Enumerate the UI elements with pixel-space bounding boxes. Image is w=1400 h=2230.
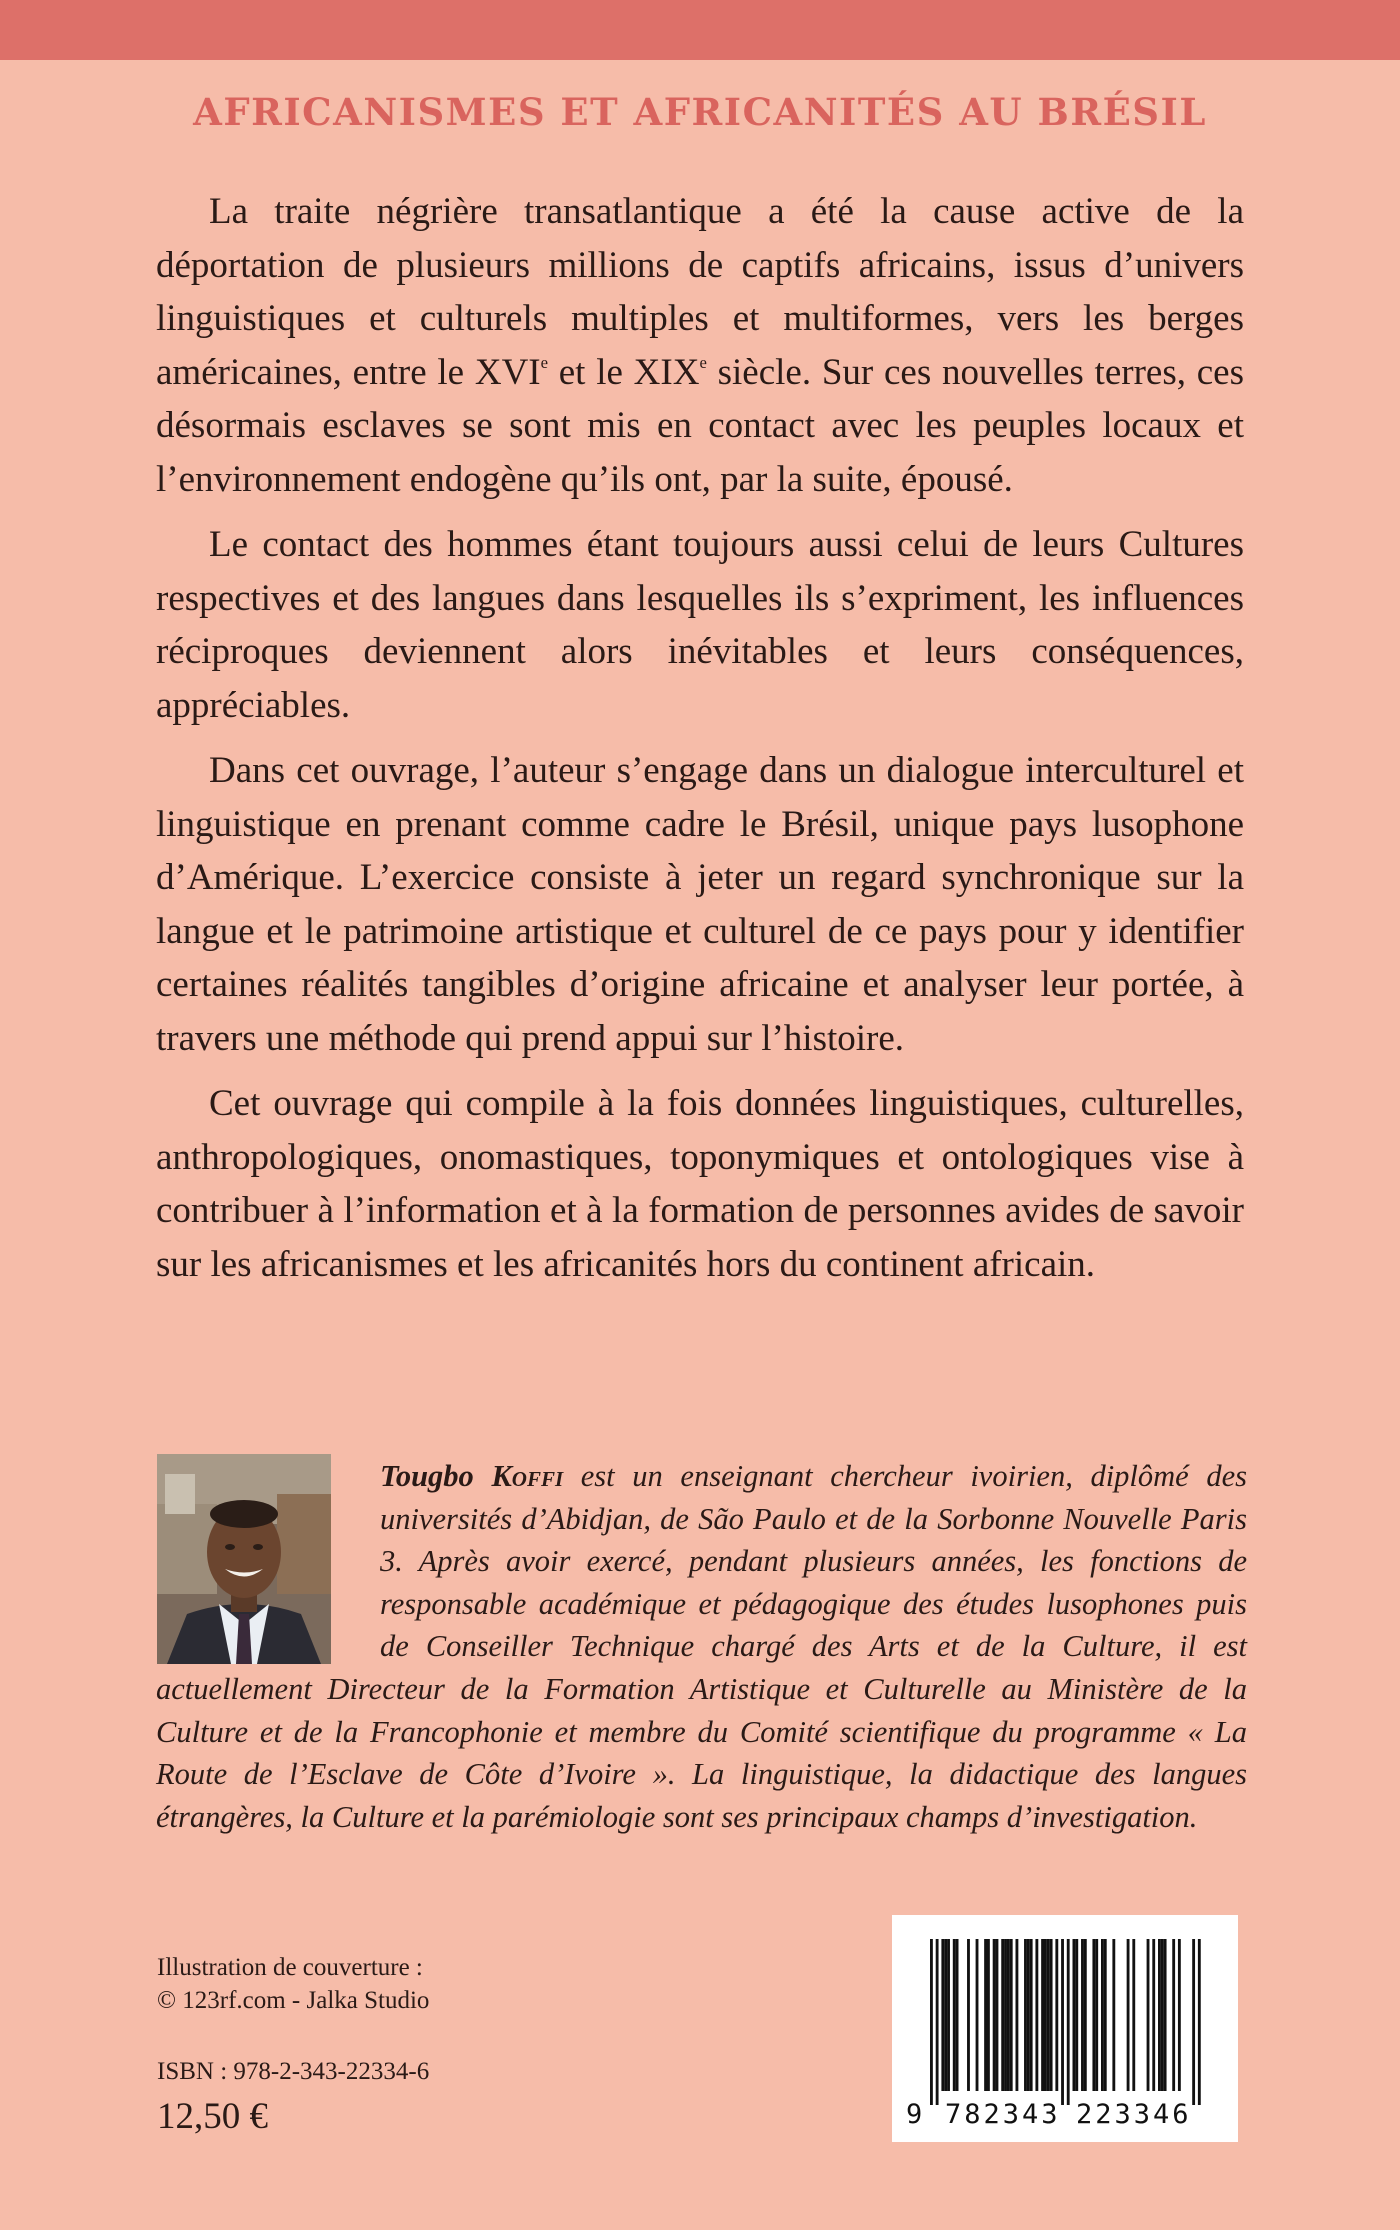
barcode-bar (1055, 1939, 1058, 2091)
cover-credits (157, 1951, 429, 2017)
barcode-bar (1030, 1939, 1033, 2091)
summary-paragraph-4: Cet ouvrage qui compile à la fois données linguistiques, culturelles, anthropologiques, onomastiques, toponymiques et ontologiques vise à contribuer à l’information et à la formation de personnes avides de savoir sur les africanismes et les africanités hors du continent africain. (156, 1083, 1244, 1285)
barcode-bar (956, 1939, 959, 2091)
barcode-bar (1061, 1939, 1064, 2105)
barcode-bar (930, 1939, 933, 2105)
barcode-bar (1067, 1939, 1070, 2105)
author-name: Tougbo Koffi (380, 1459, 564, 1493)
barcode-bar (1041, 1939, 1044, 2091)
barcode-digit-first: 9 (906, 2099, 923, 2130)
barcode-bar (976, 1939, 979, 2091)
barcode-bar (1101, 1939, 1104, 2091)
barcode-bar (944, 1939, 947, 2091)
barcode-bar (1147, 1939, 1150, 2091)
barcode-bar (1198, 1939, 1201, 2105)
barcode-bar (1047, 1939, 1050, 2091)
barcode-bar (1164, 1939, 1167, 2091)
top-color-band (0, 0, 1400, 60)
credits-line-1: Illustration de couverture : (157, 1954, 423, 1981)
barcode-bar (1075, 1939, 1078, 2091)
barcode-bar (996, 1939, 999, 2091)
barcode-bar (1127, 1939, 1130, 2091)
barcode-bar (967, 1939, 970, 2091)
barcode-bar (1081, 1939, 1084, 2091)
barcode-bar (1172, 1939, 1175, 2091)
barcode-bars (930, 1939, 1201, 2105)
barcode-bar (1050, 1939, 1053, 2091)
barcode-bar (1010, 1939, 1013, 2091)
barcode-bar (947, 1939, 950, 2091)
barcode-bar (1161, 1939, 1164, 2091)
barcode-digits-left: 782343 (945, 2099, 1061, 2130)
barcode-bar (941, 1939, 944, 2091)
barcode (892, 1915, 1238, 2142)
barcode-bar (1035, 1939, 1038, 2091)
barcode-bar (984, 1939, 987, 2091)
book-title: AFRICANISMES ET AFRICANITÉS AU BRÉSIL (193, 90, 1207, 134)
barcode-bar (1152, 1939, 1155, 2091)
barcode-bar (936, 1939, 939, 2105)
barcode-bar (1092, 1939, 1095, 2091)
barcode-bar (1132, 1939, 1135, 2091)
barcode-bar (1027, 1939, 1030, 2091)
barcode-bar (1084, 1939, 1087, 2091)
barcode-digits-right: 223346 (1076, 2099, 1192, 2130)
barcode-bar (987, 1939, 990, 2091)
summary-paragraph-3: Dans cet ouvrage, l’auteur s’engage dans un dialogue interculturel et linguistique en prenant comme cadre le Brésil, unique pays lusophone d’Amérique. L’exercice consiste à jeter un regard synchronique sur la langue et le patrimoine artistique et culturel de ce pays pour y identifier certaines réalités tangibles d’origine africaine et analyser leur portée, à travers une méthode qui prend appui sur l’histoire. (156, 750, 1244, 1059)
barcode-bar (1024, 1939, 1027, 2091)
price: 12,50 € (157, 2096, 268, 2137)
barcode-bar (1095, 1939, 1098, 2091)
barcode-bar (953, 1939, 956, 2091)
barcode-bar (1044, 1939, 1047, 2091)
barcode-bar (1016, 1939, 1019, 2091)
barcode-bar (1001, 1939, 1004, 2091)
isbn: ISBN : 978-2-343-22334-6 (157, 2058, 430, 2085)
barcode-bar (1112, 1939, 1115, 2091)
barcode-bar (1004, 1939, 1007, 2091)
barcode-bar (1104, 1939, 1107, 2091)
barcode-bar (1178, 1939, 1181, 2091)
summary-paragraph-2: Le contact des hommes étant toujours aussi celui de leurs Cultures respectives et des langues dans lesquelles ils s’expriment, les influences réciproques deviennent alors inévitables et leurs conséquences, appréciables. (156, 524, 1244, 726)
author-biography (156, 1455, 1247, 1838)
barcode-bar (1073, 1939, 1076, 2091)
credits-line-2: © 123rf.com - Jalka Studio (157, 1987, 430, 2014)
barcode-bar (1158, 1939, 1161, 2091)
barcode-bar (993, 1939, 996, 2091)
author-bio-text: est un enseignant chercheur ivoirien, diplômé des universités d’Abidjan, de São Paulo et de la Sorbonne Nouvelle Paris 3. Après avoir exercé, pendant plusieurs années, les fonctions de responsable académique et pédagogique des études lusophones puis de Conseiller Technique chargé des Arts et de la Culture, il est actuellement Directeur de la Formation Artistique et Culturelle au Ministère de la Culture et de la Francophonie et membre du Comité scientifique du programme « La Route de l’Esclave de Côte d’Ivoire ». La linguistique, la didactique des langues étrangères, la Culture et la parémiologie sont ses principaux champs d’investigation. (156, 1459, 1248, 1834)
back-cover-summary (156, 185, 1244, 1303)
barcode-bar (1192, 1939, 1195, 2105)
summary-paragraph-1: La traite négrière transatlantique a été la cause active de la déportation de plusieurs millions de captifs africains, issus d’univers linguistiques et culturels multiples et multiformes, vers les berges américaines, entre le XVIe et le XIXe siècle. Sur ces nouvelles terres, ces désormais esclaves se sont mis en contact avec les peuples locaux et l’environnement endogène qu’ils ont, par la suite, épousé. (156, 191, 1244, 500)
barcode-bar (1007, 1939, 1010, 2091)
